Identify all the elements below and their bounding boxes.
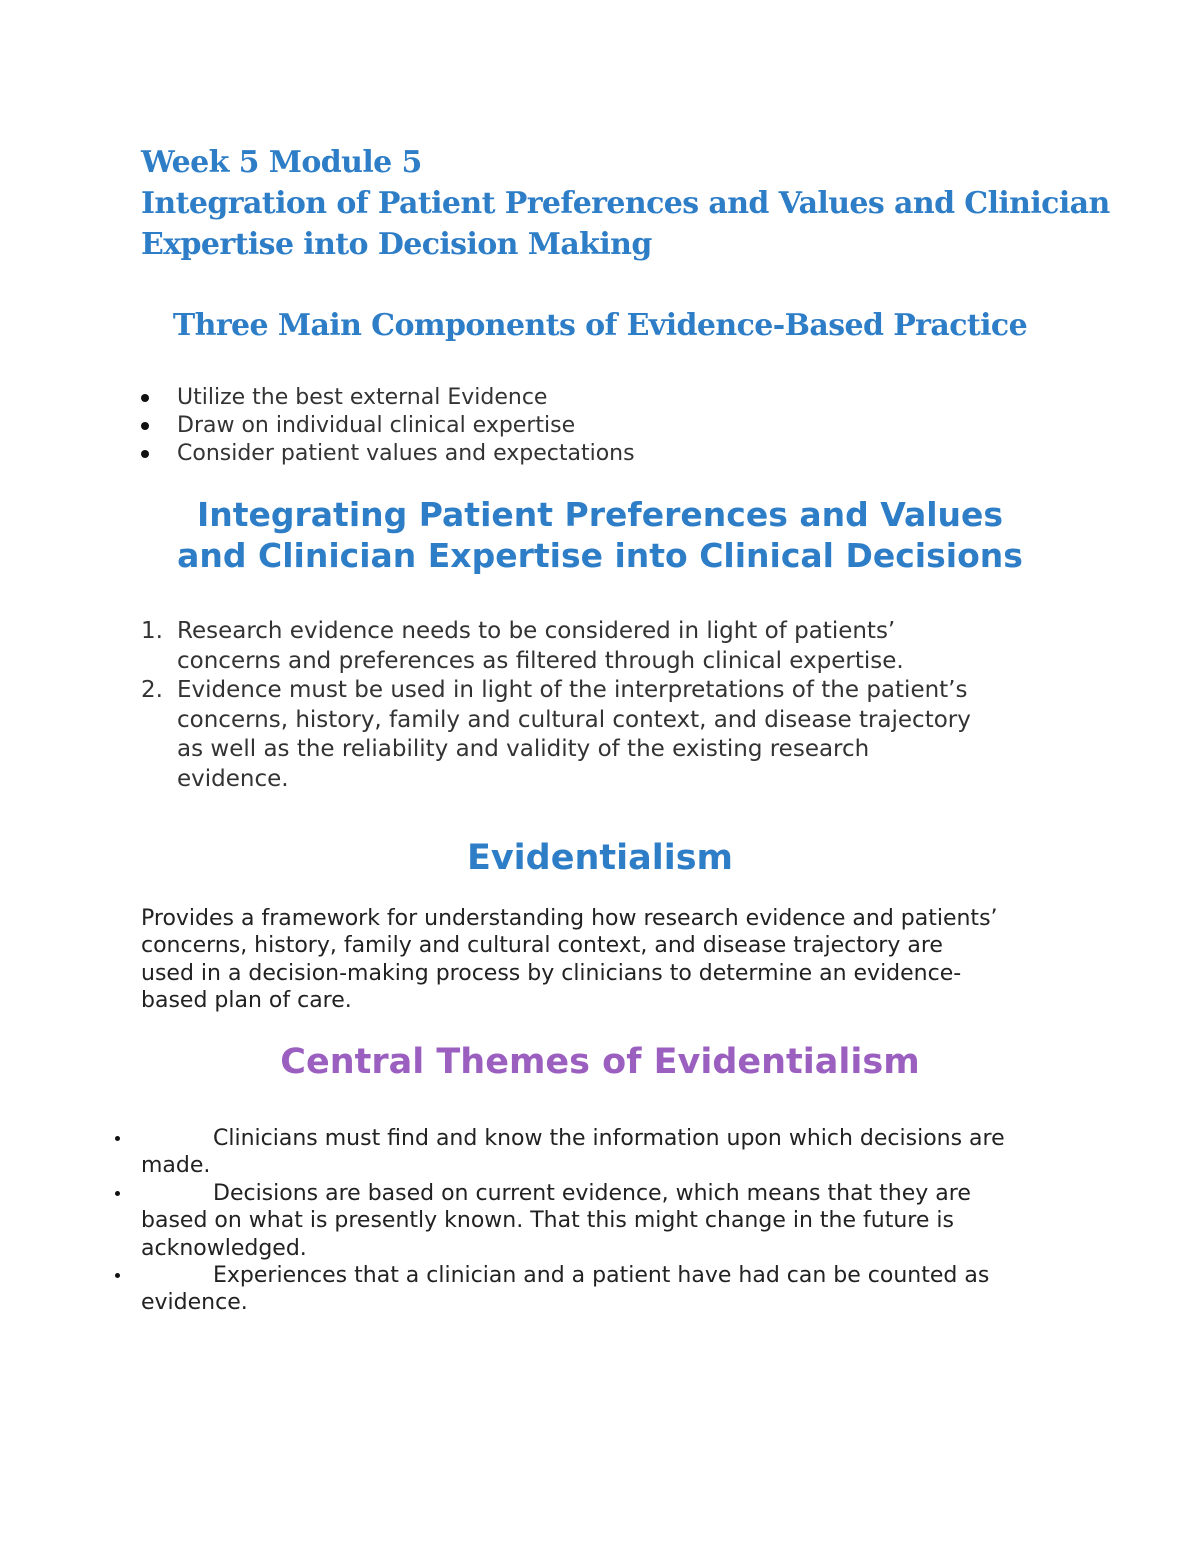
document-title <box>141 142 1110 265</box>
list-item: Decisions are based on current evidence, which means that they are based on what is presently known. That this might change in the future is acknowledged. <box>141 1180 1005 1262</box>
bullet-icon <box>141 450 149 458</box>
components-list <box>141 384 635 468</box>
bullet-icon <box>115 1191 120 1196</box>
list-item: Utilize the best external Evidence <box>141 384 635 412</box>
title-line-2: Integration of Patient Preferences and Values and Clinician <box>141 186 1110 221</box>
components-heading: Three Main Components of Evidence-Based Practice <box>172 308 1028 343</box>
list-item: 1. Research evidence needs to be considered in light of patients’ concerns and preferences as filtered through clinical expertise. <box>141 618 904 674</box>
list-item: Clinicians must find and know the information upon which decisions are made. <box>141 1125 1005 1180</box>
central-themes-list <box>141 1125 1005 1317</box>
list-number: 2. <box>141 677 163 704</box>
bullet-icon <box>115 1273 120 1278</box>
list-item: Consider patient values and expectations <box>141 440 635 468</box>
evidentialism-paragraph: Provides a framework for understanding how research evidence and patients’ concerns, history, family and cultural context, and disease trajectory are used in a decision-making process by clinicians to determine an evidence- based plan of care. <box>141 906 998 1014</box>
bullet-icon <box>141 422 149 430</box>
integrating-list <box>141 617 1081 795</box>
list-item: Draw on individual clinical expertise <box>141 412 635 440</box>
list-item: 2. Evidence must be used in light of the interpretations of the patient’s concerns, history, family and cultural context, and disease trajectory as well as the reliability and validity of the existing research evidence. <box>141 677 971 792</box>
list-item: Experiences that a clinician and a patient have had can be counted as evidence. <box>141 1262 1005 1317</box>
bullet-icon <box>115 1136 120 1141</box>
evidentialism-heading: Evidentialism <box>466 838 734 878</box>
integrating-heading: Integrating Patient Preferences and Values and Clinician Expertise into Clinical Decisions <box>177 495 1023 575</box>
title-week-module: Week 5 Module 5 <box>141 145 422 180</box>
list-number: 1. <box>141 618 163 644</box>
central-themes-heading: Central Themes of Evidentialism <box>280 1042 920 1082</box>
bullet-icon <box>141 394 149 402</box>
title-line-3: Expertise into Decision Making <box>141 227 652 262</box>
